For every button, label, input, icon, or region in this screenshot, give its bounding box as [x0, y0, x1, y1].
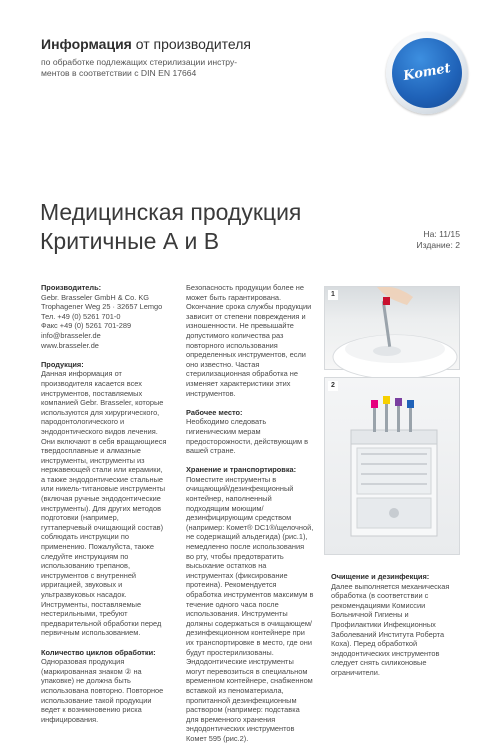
products-heading: Продукция:	[41, 359, 84, 369]
komet-logo	[386, 32, 468, 114]
figure-1-illustration	[325, 287, 461, 371]
manufacturer-heading: Производитель:	[41, 283, 102, 292]
komet-logo-badge	[392, 38, 462, 108]
manufacturer-section	[41, 283, 168, 350]
workplace-heading: Рабочее место:	[186, 407, 243, 417]
header-title	[41, 36, 371, 53]
figure-1-label: 1	[328, 290, 338, 300]
header-title-bold: Информация	[41, 36, 132, 52]
storage-section	[186, 465, 314, 743]
manufacturer-line: www.brasseler.de	[41, 340, 99, 350]
page-title-line1: Медицинская продукция	[40, 199, 302, 225]
header-subtitle-line1: по обработке подлежащих стерилизации инстру-	[41, 57, 238, 67]
page-title-line2: Критичные А и В	[40, 228, 220, 254]
products-text: Данная информация от производителя касается всех инструментов, поставляемых компанией Gebr. Brasseler, которые используются для хирургического, пародонтологического и эндодонтического видов лечения. Они включают в себя вращающиеся твердосплавные и алмазные инструменты, инструменты из нержавеющей стали или керамики, а также эндодонтические стальные или никель-титановые инструменты (включая ручные эндодонтические инструменты). Для других методов подготовки (например, гуттаперчевый очищающий состав) соблюдать инструкции по применению. Пожалуйста, также следуйте инструкциям по использованию трепанов, инструментов с внутренней ирригацией, звуковых и ультразвуковых насадок. Инструменты, поставляемые нестерильными, требуют предварительной обработки перед первичным использованием.	[41, 369, 167, 638]
edition-number: Издание: 2	[416, 240, 460, 250]
manufacturer-line: Тел. +49 (0) 5261 701-0	[41, 311, 121, 321]
header-title-rest: от производителя	[131, 36, 251, 52]
column-left	[41, 283, 168, 734]
manufacturer-line: Trophagener Weg 25 · 32657 Lemgo	[41, 302, 163, 312]
cycles-heading: Количество циклов обработки:	[41, 647, 156, 657]
products-section	[41, 360, 168, 638]
komet-logo-text: Komet	[402, 60, 452, 85]
manufacturer-line: Gebr. Brasseler GmbH & Co. KG	[41, 292, 150, 302]
figure-2-photo	[324, 377, 460, 555]
safety-section	[186, 283, 314, 398]
manufacturer-line: Факс +49 (0) 5261 701-289	[41, 321, 132, 331]
cycles-text: Одноразовая продукция (маркированная знаком ② на упаковке) не должна быть использована повторно. Повторное использование такой продукции ведет к возникновению риска инфицирования.	[41, 657, 164, 724]
workplace-section	[186, 408, 314, 456]
header-subtitle	[41, 57, 371, 79]
figure-2-label: 2	[328, 381, 338, 391]
workplace-text: Необходимо следовать гигиеническим мерам предосторожности, действующим в вашей стране.	[186, 417, 309, 456]
storage-heading: Хранение и транспортировка:	[186, 465, 297, 475]
safety-text: Безопасность продукции более не может быть гарантирована. Окончание срока службы продукции зависит от степени повреждения и изношенности. Не превышайте допустимого количества раз повторного использования определенных инструментов, если оно известно. Частая стерилизационная обработка не изменяет характеристики этих инструментов.	[186, 283, 312, 398]
figure-2-illustration	[325, 378, 461, 556]
storage-text: Поместите инструменты в очищающий/дезинфекционный контейнер, наполненный подходящим моющим/дезинфицирующим средством (например: Комет® DC1®/щелочной, не содержащий альдегида) (рис.1), немедленно после использования во рту, чтобы предотвратить высыхание остатков на инструментах (фиксирование протеина). Рекомендуется обработка инструментов максимум в течение одного часа после использования. Инструменты должны содержаться в очищающем/дезинфекционном контейнере при их транспортировке в место, где они будут простерилизованы. Эндодонтические инструменты могут перевозиться в специальном временном контейнере, снабженном вставкой из пеноматериала, пропитанной дезинфекционным раствором (например: подставка для временного хранения эндодонтических инструментов Комет 595 (рис.2).	[186, 474, 314, 743]
cycles-section	[41, 648, 168, 725]
cleaning-section	[331, 572, 461, 678]
header	[41, 36, 371, 79]
column-middle	[186, 283, 314, 753]
edition-info	[400, 229, 460, 251]
header-subtitle-line2: ментов в соответствии с DIN EN 17664	[41, 68, 197, 78]
edition-date: На: 11/15	[423, 229, 460, 239]
column-right	[331, 572, 461, 687]
cleaning-heading: Очищение и дезинфекция:	[331, 572, 430, 581]
page-title	[40, 198, 400, 256]
cleaning-text: Далее выполняется механическая обработка (в соответствии с рекомендациями Комиссии Больничной Гигиены и Профилактики Инфекционных Заболеваний Института Роберта Коха). Перед обработкой эндодонтических инструментов следует снять силиконовые ограничители.	[331, 581, 450, 677]
manufacturer-line: info@brasseler.de	[41, 330, 101, 340]
figure-1-photo	[324, 286, 460, 370]
